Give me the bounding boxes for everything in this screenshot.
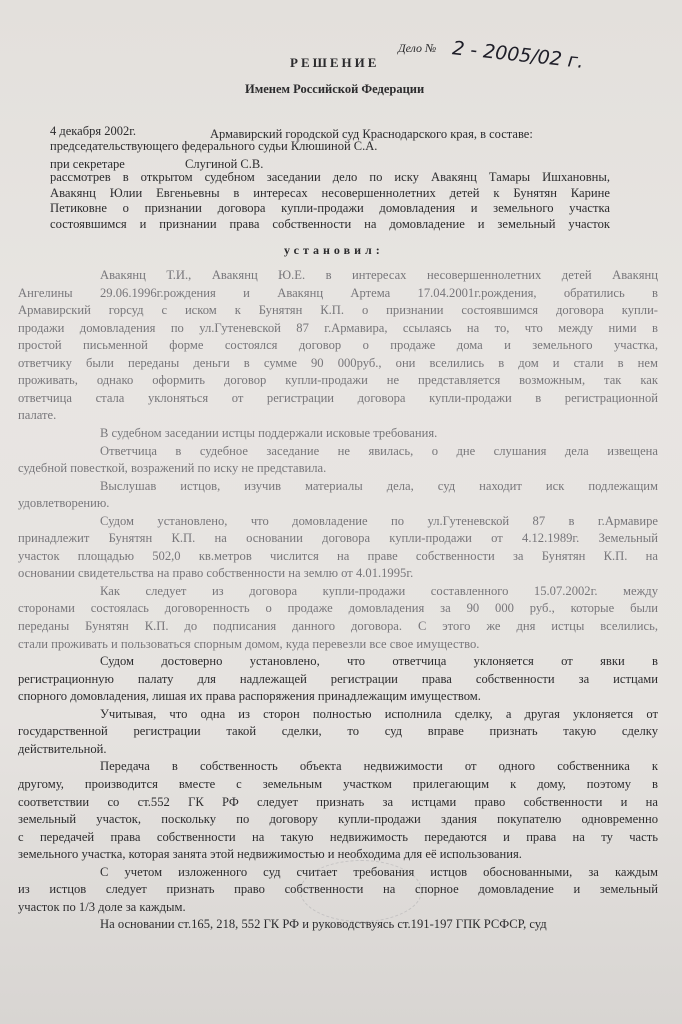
body-line: На основании ст.165, 218, 552 ГК РФ и руководствуясь ст.191-197 ГПК РСФСР, суд: [100, 917, 547, 932]
intro-line: состоявшимся и признании права собственности на домовладение и земельный участок: [50, 216, 610, 231]
intro-line: Авакянц Юлии Евгеньевны в интересах несовершеннолетних детей к Бунятян Карине: [50, 185, 610, 200]
body-line: государственной регистрации такой сделки, то суд вправе признать такую сделку: [18, 724, 658, 739]
faint-stamp: [300, 860, 422, 922]
body-line: земельный участок, поскольку по договору купли-продажи здания покупателю одновременно: [18, 812, 658, 827]
body-line: действительной.: [18, 741, 107, 756]
body-line: Ответчица в судебное заседание не явилась, о дне слушания дела извещена: [100, 443, 658, 458]
court-name: Армавирский городской суд Краснодарского края, в составе:: [210, 127, 533, 141]
body-line: Выслушав истцов, изучив материалы дела, суд находит иск подлежащим: [100, 478, 658, 493]
intro-line: Петиковне о признании договора купли-продажи домовладения и земельного участка: [50, 201, 610, 215]
judge-line: председательствующего федерального судьи Клюшиной С.А.: [50, 139, 378, 153]
document-subtitle: Именем Российской Федерации: [245, 82, 425, 96]
body-line: принадлежит Бунятян К.П. на основании договора купли-продажи от 4.12.1989г. Земельный: [18, 531, 658, 546]
body-line: простой письменной форме состоялся договор о продаже дома и земельного участка,: [18, 338, 658, 353]
body-line: Армавирский горсуд с иском к Бунятян К.П. о признании состоявшимся договора купли-: [18, 303, 658, 318]
body-line: соответствии со ст.552 ГК РФ следует признать за истцами право собственности и на: [18, 794, 658, 809]
body-line: земельного участка, которая занята этой недвижимостью и необходима для её использования.: [18, 847, 522, 862]
body-line: С учетом изложенного суд считает требования истцов обоснованными, за каждым: [100, 864, 658, 879]
body-line: продажи домовладения по ул.Гутеневской 87 г.Армавира, ссылаясь на то, что между ними в: [18, 320, 658, 335]
body-line: Судом достоверно установлено, что ответчица уклоняется от явки в: [100, 654, 658, 669]
body-line: из истцов следует признать право собственности на спорное домовладение и земельный: [18, 882, 658, 897]
body-line: участок по 1/3 доле за каждым.: [18, 899, 186, 914]
secretary-name: Слугиной С.В.: [185, 157, 264, 171]
body-line: удовлетворению.: [18, 496, 110, 511]
body-line: Как следует из договора купли-продажи составленного 15.07.2002г. между: [100, 583, 658, 598]
body-line: ответчица стала уклоняться от регистрации договора купли-продажи в регистрационной: [18, 390, 658, 405]
body-line: другому, производится вместе с земельным участком прилегающим к дому, поэтому в: [18, 776, 658, 791]
body-line: проживать, однако оформить договор купли-продажи не представляется возможным, так как: [18, 373, 658, 388]
document-title: РЕШЕНИЕ: [290, 55, 380, 70]
body-line: палате.: [18, 408, 57, 423]
body-line: участок площадью 502,0 кв.метров числится на праве собственности за Бунятян К.П. на: [18, 548, 658, 563]
body-line: Учитывая, что одна из сторон полностью исполнила сделку, а другая уклоняется от: [100, 706, 658, 721]
body-line: Авакянц Т.И., Авакянц Ю.Е. в интересах несовершеннолетних детей Авакянц: [100, 268, 658, 282]
case-number-label: Дело №: [398, 41, 437, 55]
body-line: с передачей права собственности на такую недвижимость передаются и права на ту часть: [18, 829, 658, 844]
case-number-handwritten: 2 - 2005/02 г.: [451, 37, 585, 73]
body-line: спорного домовладения, лишая их права распоряжения принадлежащим имуществом.: [18, 689, 481, 704]
body-line: ответчику были переданы деньги в сумме 90 000руб., они вселились в дом и стали в нем: [18, 355, 658, 370]
body-line: стали проживать и пользоваться спорным домом, куда перевезли все свое имущество.: [18, 636, 480, 651]
body-line: Судом установлено, что домовладение по ул.Гутеневской 87 в г.Армавире: [100, 513, 658, 528]
body-line: В судебном заседании истцы поддержали исковые требования.: [100, 425, 438, 440]
body-line: судебной повесткой, возражений по иску не представила.: [18, 461, 327, 476]
intro-line: рассмотрев в открытом судебном заседании дело по иску Авакянц Тамары Ишхановны,: [50, 170, 610, 184]
secretary-label: при секретаре: [50, 157, 125, 171]
body-line: Ангелины 29.06.1996г.рождения и Авакянц Артема 17.04.2001г.рождения, обратились в: [18, 285, 658, 300]
body-line: регистрационную палату для надлежащей регистрации права собственности за истцами: [18, 671, 658, 686]
body-line: переданы Бунятян К.П. до подписания данного договора. С этого же дня истцы вселились,: [18, 619, 658, 633]
body-line: сторонами состоялась договоренность о продаже домовладения за 90 000 руб., которые были: [18, 601, 658, 616]
decision-date: 4 декабря 2002г.: [50, 124, 137, 138]
body-line: основании свидетельства на право собственности на землю от 4.01.1995г.: [18, 566, 414, 581]
section-title: установил:: [284, 243, 384, 257]
body-line: Передача в собственность объекта недвижимости от одного собственника к: [100, 759, 658, 774]
